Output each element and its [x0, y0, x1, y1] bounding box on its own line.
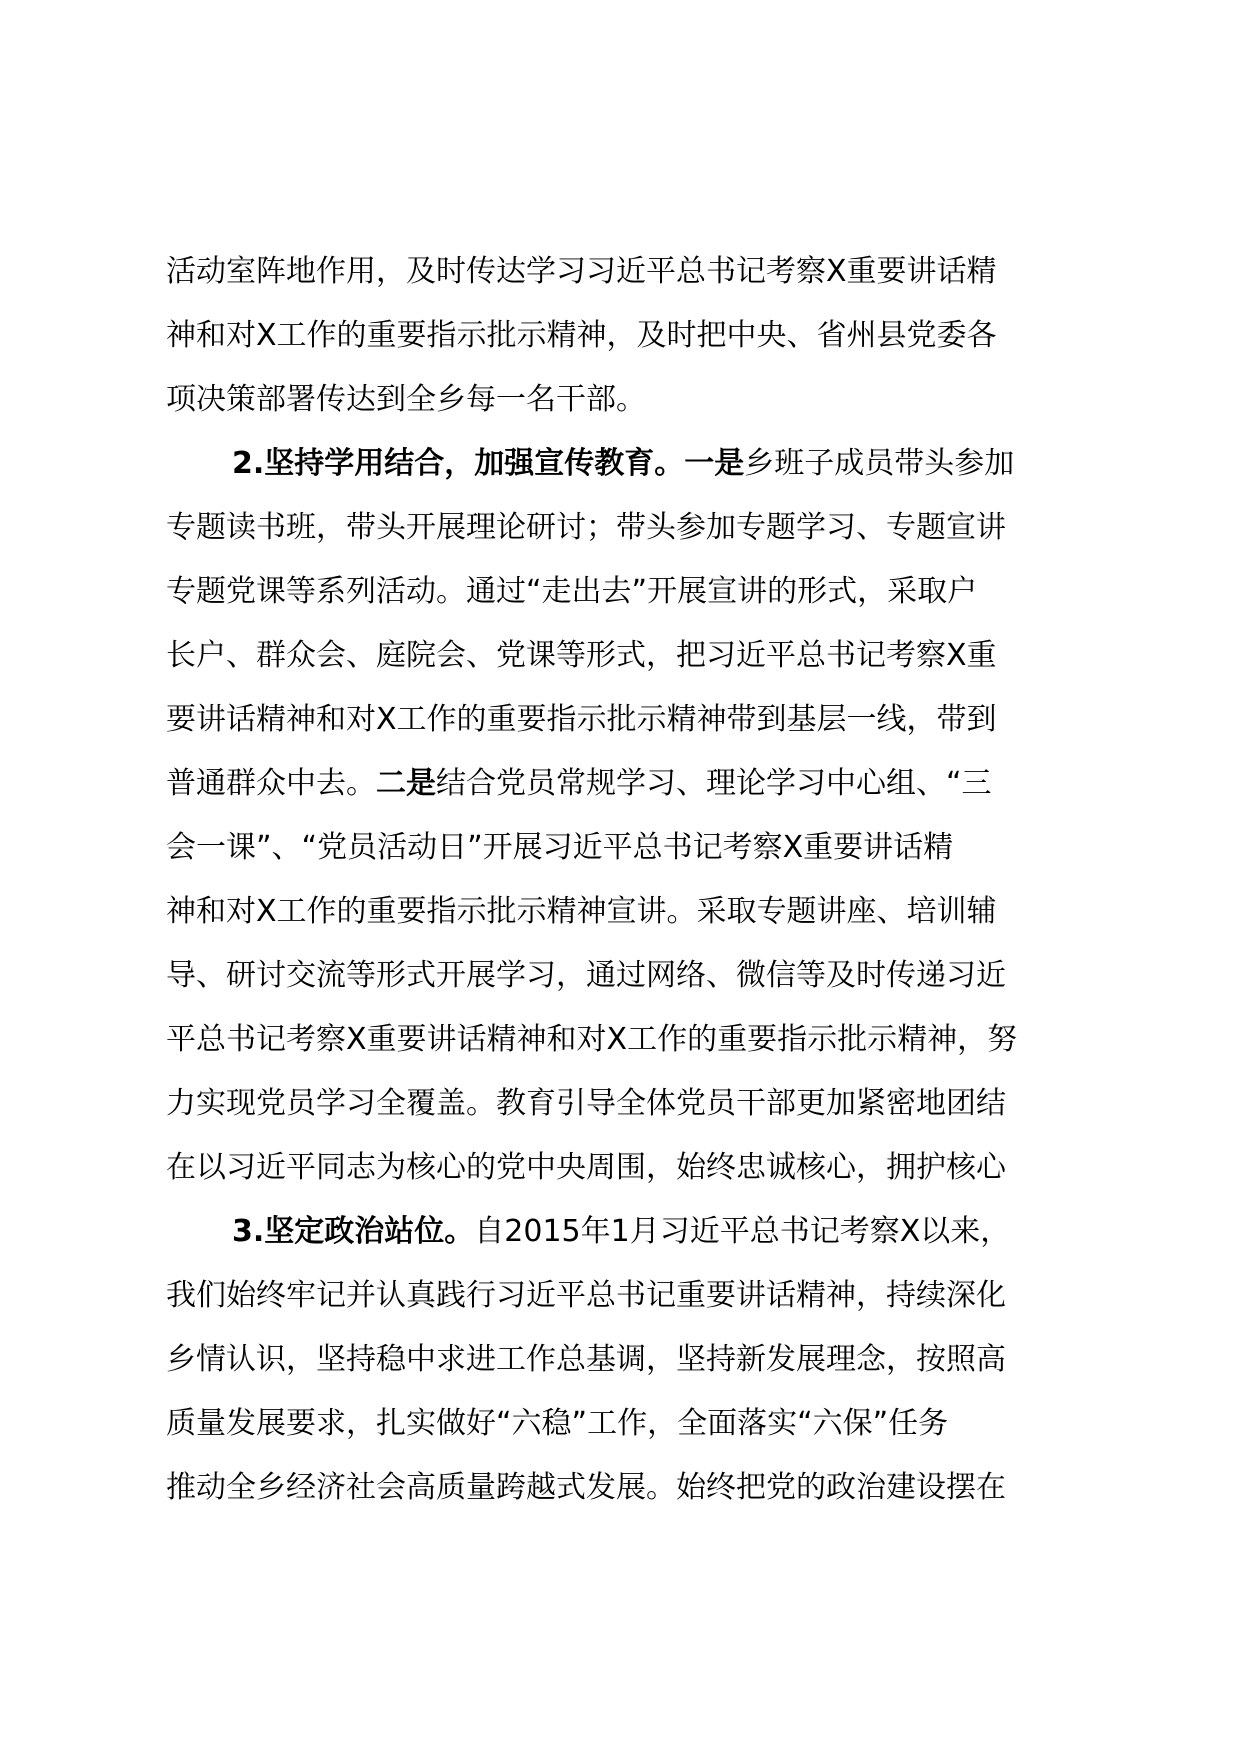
text-segment: 专题党课等系列活动。通过“走出去”开展宣讲的形式，采取户 [166, 574, 978, 609]
text-segment: 在以习近平同志为核心的党中央周围，始终忠诚核心，拥护核心 [166, 1150, 1006, 1185]
text-line [166, 560, 1126, 624]
text-line [166, 1072, 1126, 1136]
text-line [166, 304, 1126, 368]
text-line [166, 368, 1126, 432]
text-segment: 要讲话精神和对X工作的重要指示批示精神带到基层一线，带到 [166, 702, 997, 737]
bold-text-segment: 3.坚定政治站位。 [232, 1214, 475, 1249]
text-line [166, 688, 1126, 752]
text-segment: 自2015年1月习近平总书记考察X以来， [474, 1214, 1011, 1249]
text-segment: 乡情认识，坚持稳中求进工作总基调，坚持新发展理念，按照高 [166, 1342, 1006, 1377]
text-segment: 专题读书班，带头开展理论研讨；带头参加专题学习、专题宣讲 [166, 510, 1006, 545]
text-line [166, 944, 1126, 1008]
text-line [166, 816, 1126, 880]
bold-text-segment: 一是 [684, 446, 745, 481]
text-line [166, 1008, 1126, 1072]
bold-text-segment: 二是 [376, 766, 436, 801]
text-segment: 平总书记考察X重要讲话精神和对X工作的重要指示批示精神，努 [166, 1022, 1018, 1057]
text-segment: 会一课”、“党员活动日”开展习近平总书记考察X重要讲话精 [166, 830, 954, 865]
text-line [166, 1200, 1126, 1264]
text-line [166, 880, 1126, 944]
text-line [166, 240, 1126, 304]
text-segment: 推动全乡经济社会高质量跨越式发展。始终把党的政治建设摆在 [166, 1470, 1006, 1505]
text-line [166, 496, 1126, 560]
text-segment: 质量发展要求，扎实做好“六稳”工作，全面落实“六保”任务 [166, 1406, 949, 1441]
text-line [166, 752, 1126, 816]
text-segment: 项决策部署传达到全乡每一名干部。 [166, 382, 646, 417]
text-segment: 导、研讨交流等形式开展学习，通过网络、微信等及时传递习近 [166, 958, 1006, 993]
text-line [166, 1264, 1126, 1328]
text-segment: 乡班子成员带头参加 [744, 446, 1015, 481]
text-segment: 结合党员常规学习、理论学习中心组、“三 [436, 766, 992, 801]
bold-text-segment: 2.坚持学用结合，加强宣传教育。 [232, 446, 685, 481]
text-line [166, 1136, 1126, 1200]
text-line [166, 1456, 1126, 1520]
text-line [166, 1392, 1126, 1456]
text-line [166, 432, 1126, 496]
text-segment: 活动室阵地作用，及时传达学习习近平总书记考察X重要讲话精 [166, 254, 997, 289]
text-segment: 长户、群众会、庭院会、党课等形式，把习近平总书记考察X重 [166, 638, 997, 673]
text-segment: 神和对X工作的重要指示批示精神宣讲。采取专题讲座、培训辅 [166, 894, 997, 929]
text-segment: 神和对X工作的重要指示批示精神，及时把中央、省州县党委各 [166, 318, 997, 353]
document-body [166, 240, 1126, 1520]
text-segment: 普通群众中去。 [166, 766, 376, 801]
text-segment: 我们始终牢记并认真践行习近平总书记重要讲话精神，持续深化 [166, 1278, 1006, 1313]
text-line [166, 1328, 1126, 1392]
text-line [166, 624, 1126, 688]
text-segment: 力实现党员学习全覆盖。教育引导全体党员干部更加紧密地团结 [166, 1086, 1006, 1121]
